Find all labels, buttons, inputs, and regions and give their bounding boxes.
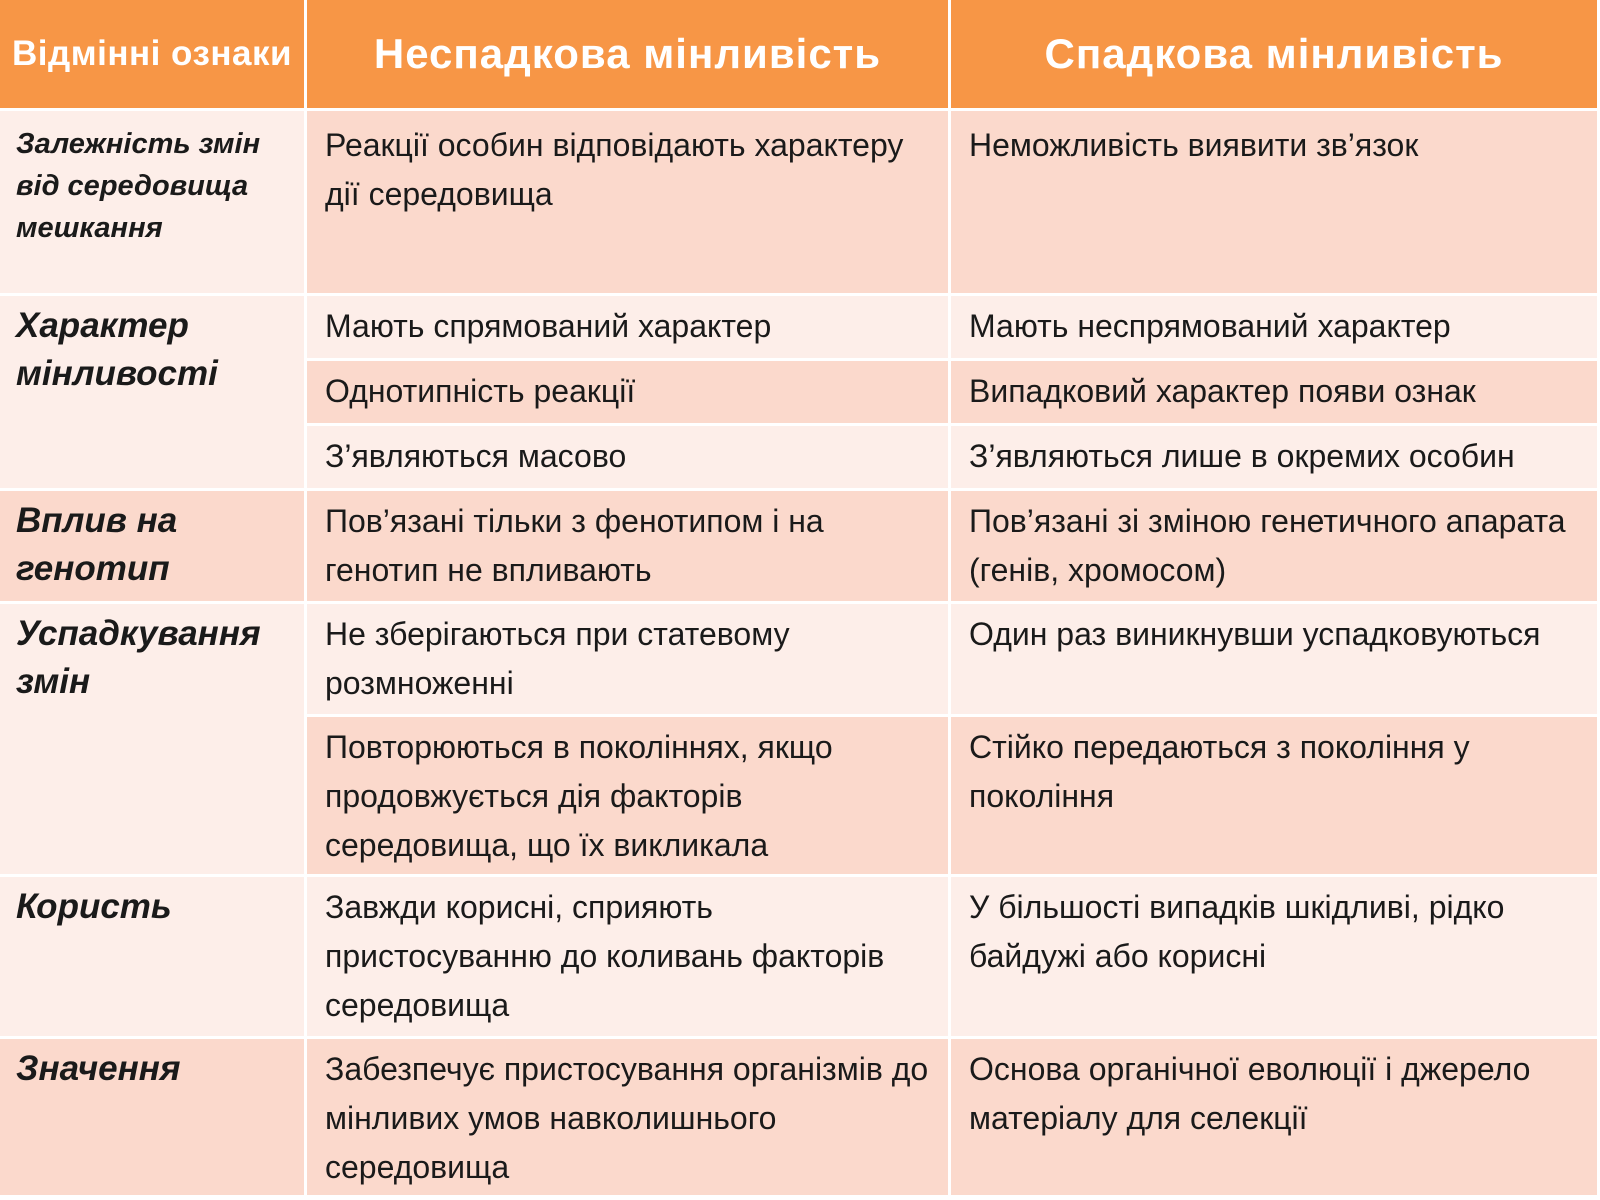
cell-inheritance-1-hereditary: Один раз виникнувши успадковуються bbox=[951, 604, 1600, 717]
cell-character-1-hereditary: Мають неспрямований характер bbox=[951, 296, 1600, 361]
row-label-genotype: Вплив на генотип bbox=[0, 491, 307, 604]
cell-character-3-hereditary: З’являються лише в окремих особин bbox=[951, 426, 1600, 491]
cell-significance-hereditary: Основа органічної еволюції і джерело матеріалу для селекції bbox=[951, 1039, 1600, 1198]
cell-genotype-nonhereditary: Пов’язані тільки з фенотипом і на генотип не впливають bbox=[307, 491, 951, 604]
row-label-benefit: Користь bbox=[0, 877, 307, 1039]
row-label-inheritance: Успадкування змін bbox=[0, 604, 307, 877]
cell-dependence-nonhereditary: Реакції особин відповідають характеру дії середовища bbox=[307, 111, 951, 296]
row-label-dependence: Залежність змін від середовища мешкання bbox=[0, 111, 307, 296]
row-label-significance: Значення bbox=[0, 1039, 307, 1198]
cell-inheritance-2-nonhereditary: Повторюються в поколіннях, якщо продовжується дія факторів середовища, що їх викликала bbox=[307, 717, 951, 877]
cell-inheritance-2-hereditary: Стійко передаються з покоління у покоління bbox=[951, 717, 1600, 877]
cell-inheritance-1-nonhereditary: Не зберігаються при статевому розмноженні bbox=[307, 604, 951, 717]
cell-dependence-hereditary: Неможливість виявити зв’язок bbox=[951, 111, 1600, 296]
row-label-character: Характер мінливості bbox=[0, 296, 307, 491]
cell-character-2-hereditary: Випадковий характер появи ознак bbox=[951, 361, 1600, 426]
header-distinguishing-features: Відмінні ознаки bbox=[0, 0, 307, 111]
cell-significance-nonhereditary: Забезпечує пристосування організмів до мінливих умов навколишнього середовища bbox=[307, 1039, 951, 1198]
cell-benefit-hereditary: У більшості випадків шкідливі, рідко байдужі або корисні bbox=[951, 877, 1600, 1039]
cell-character-1-nonhereditary: Мають спрямований характер bbox=[307, 296, 951, 361]
header-hereditary-variability: Спадкова мінливість bbox=[951, 0, 1600, 111]
cell-benefit-nonhereditary: Завжди корисні, сприяють пристосуванню до коливань факторів середовища bbox=[307, 877, 951, 1039]
cell-genotype-hereditary: Пов’язані зі зміною генетичного апарата (генів, хромосом) bbox=[951, 491, 1600, 604]
cell-character-3-nonhereditary: З’являються масово bbox=[307, 426, 951, 491]
cell-character-2-nonhereditary: Однотипність реакції bbox=[307, 361, 951, 426]
header-nonhereditary-variability: Неспадкова мінливість bbox=[307, 0, 951, 111]
